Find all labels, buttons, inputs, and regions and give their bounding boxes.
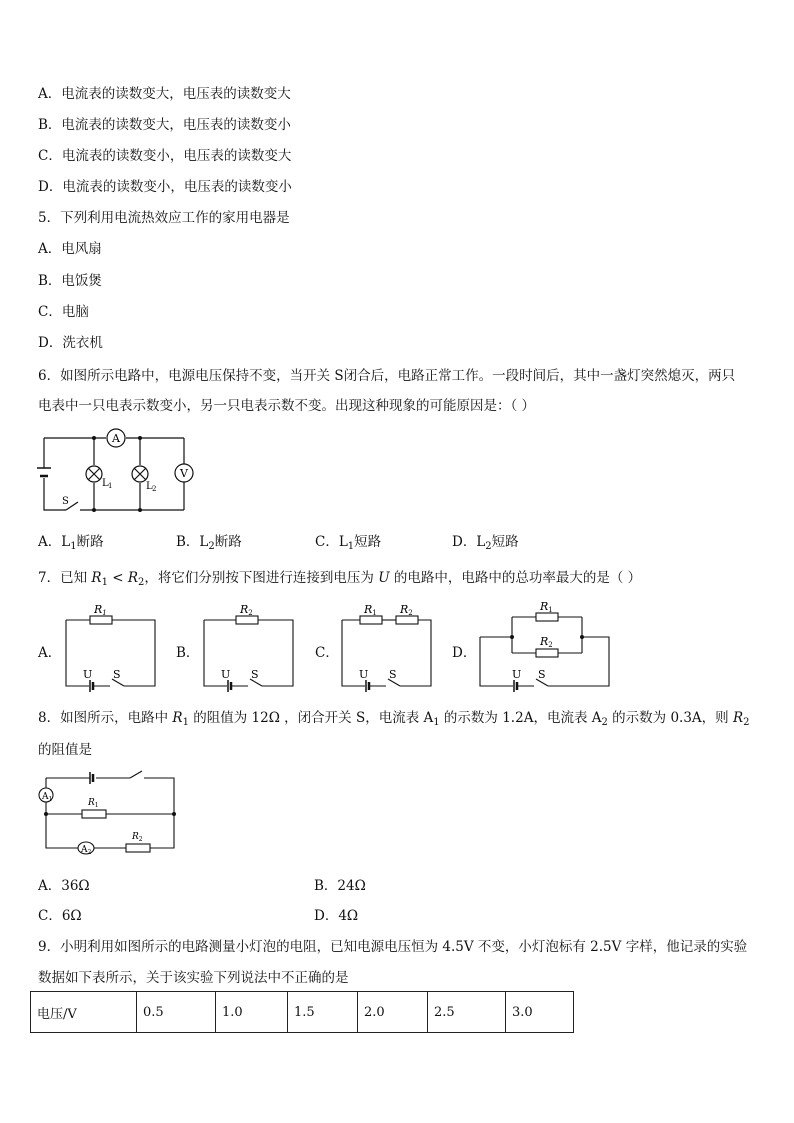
resistor-r2 xyxy=(396,616,418,624)
table-cell: 3.0 xyxy=(506,992,574,1033)
q8-option-b: B．24Ω xyxy=(314,878,366,894)
q9-stem-line2: 数据如下表所示，关于该实验下列说法中不正确的是 xyxy=(38,970,349,986)
lamp-l1-label: L xyxy=(102,478,109,489)
table-cell: 1.0 xyxy=(216,992,288,1033)
q7-label-d: D． xyxy=(452,645,477,661)
q7-label-b: B． xyxy=(176,645,200,661)
q6-option-d: D．$L_2$短路 xyxy=(452,534,519,552)
q7-circuit-a xyxy=(62,600,162,692)
resistor-r2 xyxy=(236,616,258,624)
lamp-l2-label: L xyxy=(146,481,153,492)
resistor-r1 xyxy=(90,616,112,624)
table-cell: 2.5 xyxy=(428,992,506,1033)
source-label: U xyxy=(359,668,369,681)
r1-label: R1 xyxy=(94,603,107,617)
resistor-r1 xyxy=(536,613,558,621)
switch-label: S xyxy=(389,668,397,681)
q8-circuit-diagram xyxy=(36,766,181,861)
r1-label: R1 xyxy=(364,603,377,617)
ammeter-a2-label: $A_2$ xyxy=(81,845,92,856)
q8-option-d: D．4Ω xyxy=(314,908,359,924)
r2-label: R2 xyxy=(400,603,413,617)
q6-stem-line1: 6．如图所示电路中，电源电压保持不变，当开关 S闭合后，电路正常工作。一段时间后，其中一盏灯突然熄灭，两只 xyxy=(38,368,736,384)
q8-option-a: A．36Ω xyxy=(38,878,90,894)
q8-stem-line2: 的阻值是 xyxy=(38,742,92,758)
switch-label: S xyxy=(251,668,259,681)
table-cell: 2.0 xyxy=(358,992,428,1033)
r2-label: R2 xyxy=(240,603,253,617)
q8-option-c: C．6Ω xyxy=(38,908,82,924)
q5-option-d: D．洗衣机 xyxy=(38,335,103,351)
q4-option-d: D．电流表的读数变小，电压表的读数变小 xyxy=(38,179,292,195)
source-label: U xyxy=(221,668,231,681)
q8-stem-line1: 8．如图所示，电路中 $R_1$ 的阻值为 12Ω ，闭合开关 S，电流表 $A_1$ 的示数为 1.2A，电流表 $A_2$ 的示数为 0.3A，则 $R_2$ xyxy=(38,710,750,728)
q6-option-b: B．$L_2$断路 xyxy=(176,534,242,552)
q5-option-b: B．电饭煲 xyxy=(38,273,102,289)
table-cell: 1.5 xyxy=(288,992,358,1033)
q7-stem: 7．已知 $R_1 < R_2$，将它们分别按下图进行连接到电压为 U 的电路中，电路中的总功率最大的是（ ） xyxy=(38,570,642,588)
voltmeter-label: V xyxy=(180,467,188,480)
q9-data-table xyxy=(30,991,574,1033)
r2-label: $R_2$ xyxy=(132,832,143,843)
q6-circuit-diagram xyxy=(36,428,206,520)
q6-stem-line2: 电表中一只电表示数变小，另一只电表示数不变。出现这种现象的可能原因是：（ ） xyxy=(38,398,536,414)
q7-circuit-c xyxy=(338,600,438,692)
source-label: U xyxy=(83,668,93,681)
q6-option-a: A．$L_1$断路 xyxy=(38,534,104,552)
q4-option-b: B．电流表的读数变大，电压表的读数变小 xyxy=(38,117,291,133)
switch-label: S xyxy=(113,668,121,681)
lamp-l2-subscript: 2 xyxy=(152,485,157,493)
switch-label: S xyxy=(538,668,546,681)
q9-stem-line1: 9．小明利用如图所示的电路测量小灯泡的电阻，已知电源电压恒为 4.5V 不变，小灯泡标有 2.5V 字样，他记录的实验 xyxy=(38,939,748,955)
q4-option-a: A．电流表的读数变大，电压表的读数变大 xyxy=(38,86,291,102)
table-row xyxy=(31,992,574,1033)
q7-label-a: A． xyxy=(38,645,62,661)
r1-label: R1 xyxy=(540,600,553,614)
table-cell: 0.5 xyxy=(137,992,216,1033)
resistor-r2 xyxy=(536,649,558,657)
source-label: U xyxy=(512,668,522,681)
resistor-r2 xyxy=(126,844,150,852)
q7-label-c: C． xyxy=(315,645,339,661)
q5-stem: 5．下列利用电流热效应工作的家用电器是 xyxy=(38,210,290,226)
ammeter-a1-label: $A_1$ xyxy=(42,792,53,803)
r1-label: $R_1$ xyxy=(88,798,99,809)
q5-option-c: C．电脑 xyxy=(38,304,89,320)
switch-label: S xyxy=(62,496,69,507)
r2-label: R2 xyxy=(540,635,553,649)
lamp-l1-subscript: 1 xyxy=(108,482,113,490)
q5-option-a: A．电风扇 xyxy=(38,241,102,257)
q7-circuit-d xyxy=(476,597,616,692)
resistor-r1 xyxy=(360,616,382,624)
resistor-r1 xyxy=(82,810,106,818)
q6-option-c: C．$L_1$短路 xyxy=(315,534,382,552)
table-header-cell: 电压/V xyxy=(31,992,137,1033)
q7-circuit-b xyxy=(200,600,300,692)
q4-option-c: C．电流表的读数变小，电压表的读数变大 xyxy=(38,148,292,164)
ammeter-label: A xyxy=(112,432,120,445)
